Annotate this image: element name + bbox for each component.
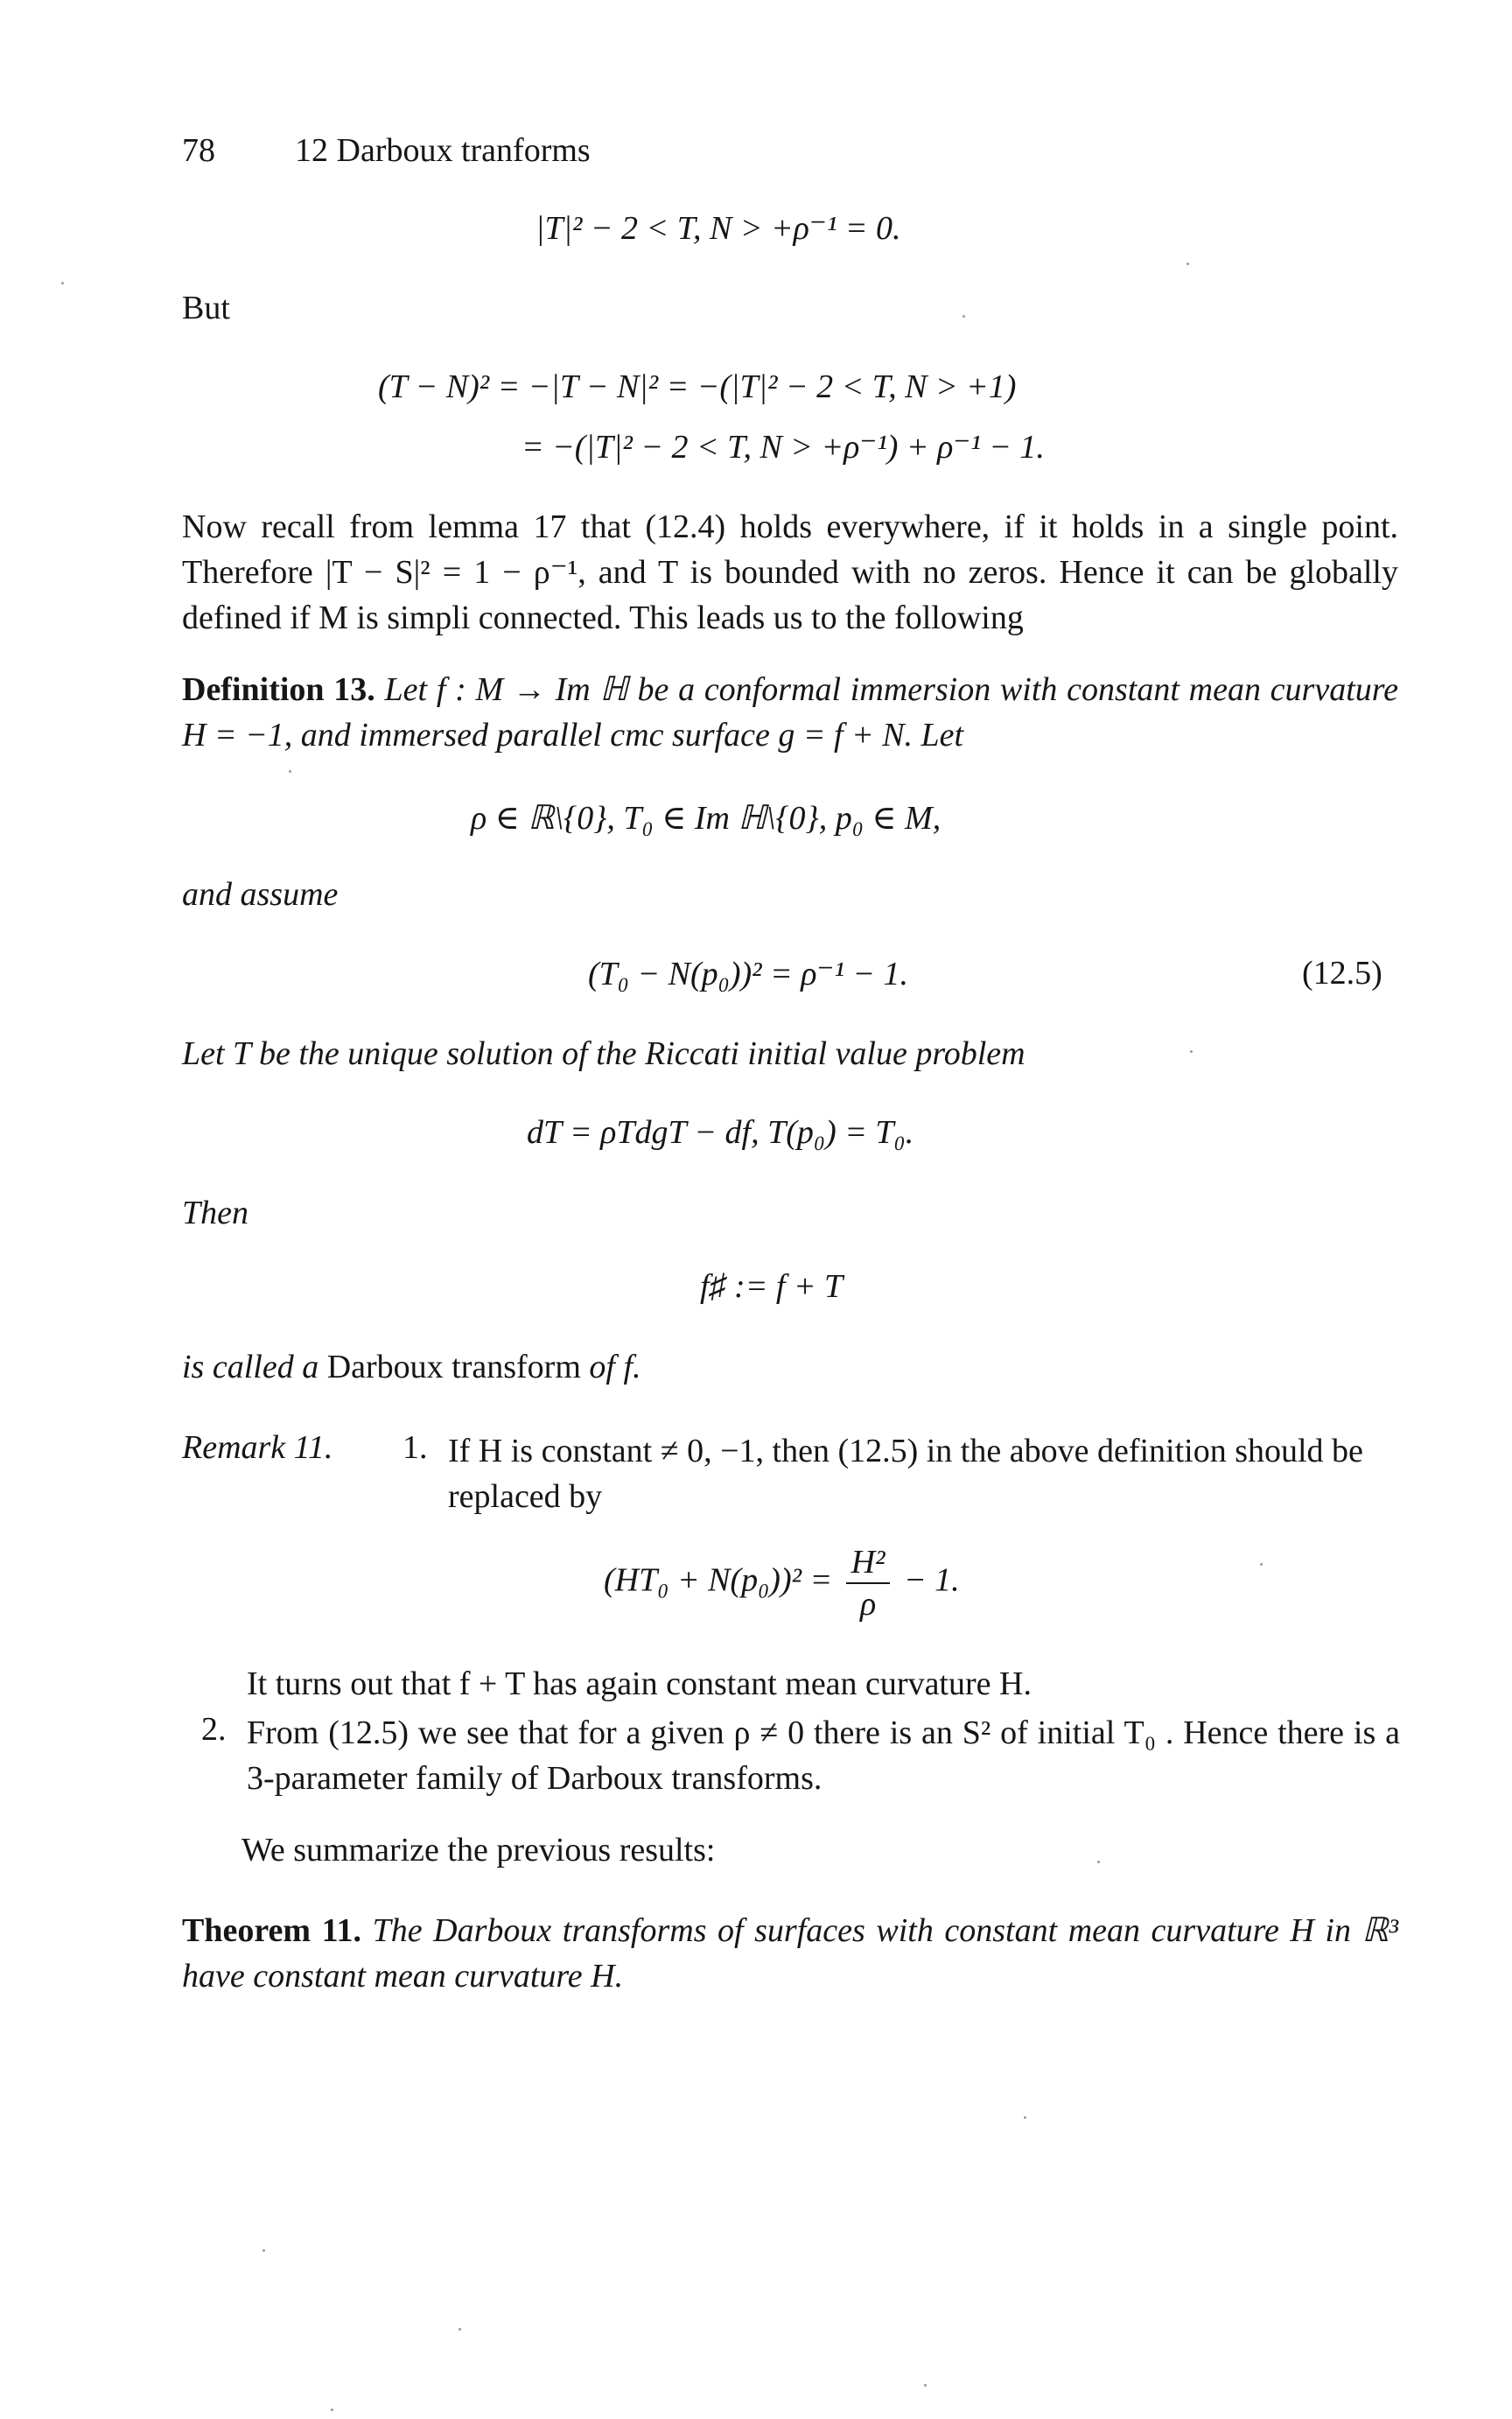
equation-12-5-label: (12.5) — [1302, 955, 1382, 992]
theorem-heading: Theorem 11. — [182, 1912, 362, 1949]
page-number: 78 — [182, 132, 215, 169]
remark-item1-text-a — [448, 1428, 1400, 1519]
but-label: But — [182, 290, 230, 326]
remark-eq-left: (HT₀ + N(p₀))² = — [604, 1561, 833, 1599]
summary-sentence: We summarize the previous results: — [242, 1832, 716, 1869]
equation-12-5: (T₀ − N(p₀))² = ρ⁻¹ − 1. — [588, 956, 909, 992]
scan-speck — [1260, 1563, 1263, 1566]
scan-speck — [924, 2384, 927, 2387]
paragraph-recall: Now recall from lemma 17 that (12.4) holds everywhere, if it holds in a single point. Therefore |T − S|² = 1 − ρ⁻¹, and T is bounded with no zeros. Hence it can be globally defined if M is simpli connected. This leads us to the following — [182, 508, 1398, 636]
equation-but-line2: = −(|T|² − 2 < T, N > +ρ⁻¹) + ρ⁻¹ − 1. — [522, 429, 1045, 466]
scan-speck — [331, 2408, 333, 2411]
riccati-text: Let T be the unique solution of the Riccati initial value problem — [182, 1035, 1026, 1072]
remark-equation — [604, 1542, 960, 1624]
remark-item2-text: From (12.5) we see that for a given ρ ≠ 0 there is an S² of initial T₀ . Hence there is a 3-parameter family of Darboux transforms. — [247, 1714, 1400, 1797]
called-line — [182, 1348, 641, 1386]
transform-equation: f♯ := f + T — [700, 1268, 844, 1305]
remark-item2-number: 2. — [201, 1711, 227, 1748]
remark-eq-denominator: ρ — [859, 1586, 877, 1623]
remark-item1-text: If H is constant ≠ 0, −1, then (12.5) in the above definition should be replaced by — [448, 1433, 1363, 1515]
scan-speck — [1024, 2116, 1026, 2119]
scan-speck — [262, 2249, 265, 2252]
running-title: 12 Darboux tranforms — [295, 132, 591, 169]
definition-13 — [182, 667, 1398, 758]
remark-item1-number: 1. — [402, 1429, 428, 1466]
scan-speck — [61, 282, 64, 284]
called-prefix: is called a — [182, 1349, 319, 1385]
remark-item1-after: It turns out that f + T has again constant mean curvature H. — [247, 1665, 1032, 1702]
remark-eq-numerator: H² — [846, 1542, 891, 1584]
then-label: Then — [182, 1195, 248, 1231]
scan-speck — [1097, 1861, 1100, 1863]
scan-speck — [1190, 1050, 1193, 1053]
remark-eq-right: − 1. — [903, 1561, 960, 1599]
scan-speck — [458, 2328, 461, 2331]
theorem-text: The Darboux transforms of surfaces with constant mean curvature H in ℝ³ have constant mean curvature H. — [182, 1912, 1399, 1995]
remark-eq-fraction — [846, 1542, 891, 1624]
scan-speck — [962, 315, 965, 318]
called-suffix: of f. — [589, 1349, 641, 1385]
remark-item2 — [247, 1710, 1400, 1801]
scan-speck — [1186, 263, 1189, 265]
called-term: Darboux transform — [326, 1349, 581, 1385]
definition-text: Let f : M → Im ℍ be a conformal immersion with constant mean curvature H = −1, and immersed parallel cmc surface g = f + N. Let — [182, 671, 1398, 754]
theorem-11 — [182, 1908, 1398, 1999]
equation-but-line1: (T − N)² = −|T − N|² = −(|T|² − 2 < T, N > +1) — [378, 368, 1017, 405]
riccati-equation: dT = ρTdgT − df, T(p₀) = T₀. — [527, 1114, 914, 1151]
definition-params: ρ ∈ ℝ\{0}, T₀ ∈ Im ℍ\{0}, p₀ ∈ M, — [471, 800, 942, 837]
scan-speck — [289, 770, 291, 773]
equation-top: |T|² − 2 < T, N > +ρ⁻¹ = 0. — [536, 210, 901, 247]
remark-heading: Remark 11. — [182, 1429, 333, 1466]
and-assume-label: and assume — [182, 876, 339, 913]
definition-heading: Definition 13. — [182, 671, 375, 708]
